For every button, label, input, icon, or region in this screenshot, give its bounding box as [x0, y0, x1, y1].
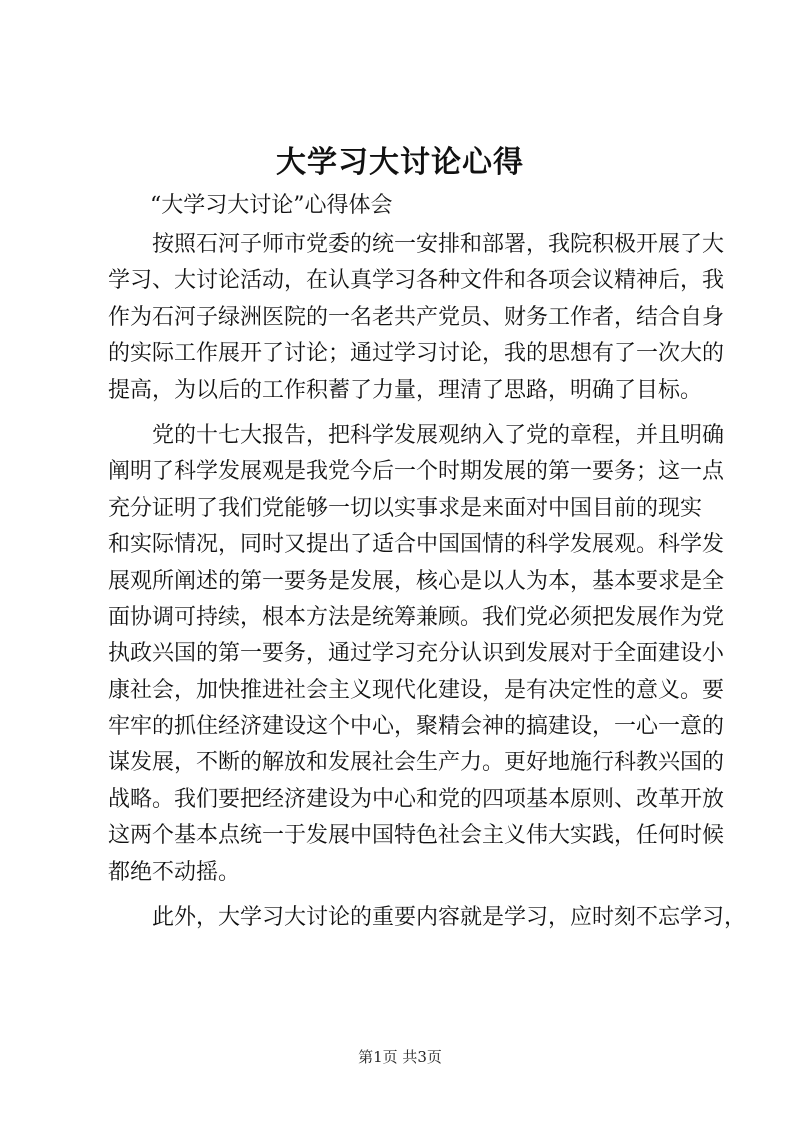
text-line: 学习、大讨论活动，在认真学习各种文件和各项会议精神后，我 [108, 268, 725, 294]
text-line: 面协调可持续，根本方法是统筹兼顾。我们党必须把发展作为党 [108, 604, 725, 630]
text-line: 和实际情况，同时又提出了适合中国国情的科学发展观。科学发 [108, 532, 725, 558]
paragraph [108, 227, 725, 409]
document-body [108, 227, 747, 936]
page-footer: 第1页 共3页 [358, 1048, 442, 1066]
text-line: 此外，大学习大讨论的重要内容就是学习，应时刻不忘学习， [152, 905, 747, 931]
text-line: 这两个基本点统一于发展中国特色社会主义伟大实践，任何时候 [108, 823, 725, 849]
text-line: 充分证明了我们党能够一切以实事求是来面对中国目前的现实 [108, 495, 703, 521]
text-line: 阐明了科学发展观是我党今后一个时期发展的第一要务；这一点 [108, 459, 725, 485]
text-line: 的实际工作展开了讨论；通过学习讨论，我的思想有了一次大的 [108, 341, 725, 367]
text-line: 提高，为以后的工作积蓄了力量，理清了思路，明确了目标。 [108, 377, 703, 403]
text-line: 战略。我们要把经济建设为中心和党的四项基本原则、改革开放 [108, 786, 725, 812]
paragraph [108, 418, 725, 891]
document-title: 大学习大讨论心得 [276, 145, 524, 180]
text-line: 都绝不动摇。 [108, 859, 241, 885]
text-line: 执政兴国的第一要务，通过学习充分认识到发展对于全面建设小 [108, 641, 725, 667]
text-line: 牢牢的抓住经济建设这个中心，聚精会神的搞建设，一心一意的 [108, 714, 725, 740]
text-line: 党的十七大报告，把科学发展观纳入了党的章程，并且明确 [152, 422, 725, 448]
text-line: 展观所阐述的第一要务是发展，核心是以人为本，基本要求是全 [108, 568, 725, 594]
paragraph [108, 900, 747, 936]
text-line: 作为石河子绿洲医院的一名老共产党员、财务工作者，结合自身 [108, 304, 725, 330]
document-subtitle: “大学习大讨论”心得体会 [150, 193, 393, 218]
text-line: 谋发展，不断的解放和发展社会生产力。更好地施行科教兴国的 [108, 750, 725, 776]
text-line: 按照石河子师市党委的统一安排和部署，我院积极开展了大 [152, 232, 725, 257]
text-line: 康社会，加快推进社会主义现代化建设，是有决定性的意义。要 [108, 677, 725, 703]
